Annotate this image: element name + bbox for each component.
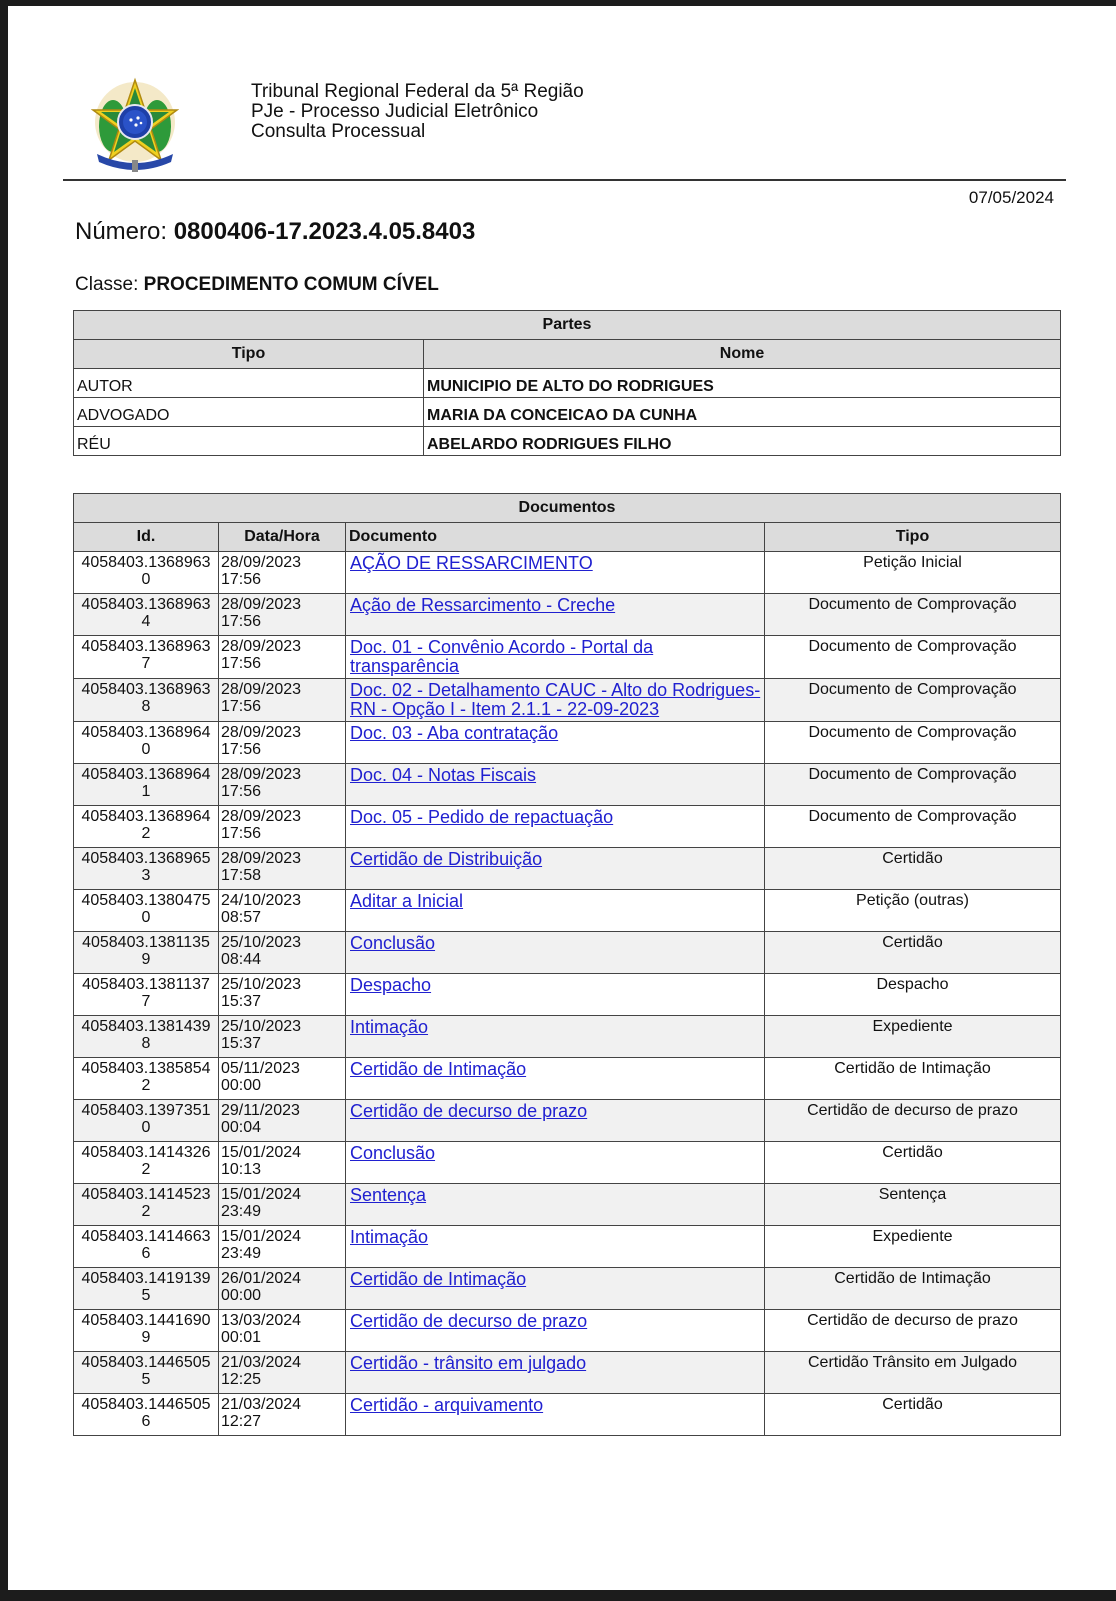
party-tipo: ADVOGADO: [74, 398, 424, 427]
document-row: [74, 679, 1061, 722]
document-id-part2: 6: [141, 1413, 151, 1430]
document-id: [74, 806, 219, 848]
document-date: 28/09/2023: [221, 724, 302, 741]
document-cell: [346, 1268, 765, 1310]
document-date: 28/09/2023: [221, 638, 302, 655]
document-tipo: Despacho: [765, 974, 1061, 1016]
document-id: [74, 1352, 219, 1394]
document-id-part1: 4058403.1368963: [81, 596, 211, 613]
document-date: 21/03/2024: [221, 1354, 302, 1371]
document-id: [74, 636, 219, 679]
document-cell: [346, 764, 765, 806]
document-time: 17:56: [221, 825, 262, 842]
document-time: 08:44: [221, 951, 262, 968]
document-id: [74, 1268, 219, 1310]
document-id: [74, 932, 219, 974]
document-time: 00:01: [221, 1329, 262, 1346]
party-tipo: AUTOR: [74, 369, 424, 398]
document-id-part2: 2: [141, 1077, 151, 1094]
document-cell: [346, 1100, 765, 1142]
document-row: [74, 1100, 1061, 1142]
system-name: PJe - Processo Judicial Eletrônico: [251, 101, 539, 122]
document-date: 13/03/2024: [221, 1312, 302, 1329]
document-id: [74, 1100, 219, 1142]
document-datetime: [219, 1016, 346, 1058]
document-link[interactable]: Doc. 03 - Aba contratação: [350, 723, 559, 743]
document-date: 05/11/2023: [221, 1060, 300, 1077]
document-datetime: [219, 1100, 346, 1142]
document-datetime: [219, 1394, 346, 1436]
document-datetime: [219, 1058, 346, 1100]
document-id-part2: 7: [141, 655, 151, 672]
column-header-tipo: Tipo: [74, 340, 424, 369]
document-cell: [346, 552, 765, 594]
document-link[interactable]: Conclusão: [350, 933, 436, 953]
document-tipo: Documento de Comprovação: [765, 679, 1061, 722]
document-datetime: [219, 594, 346, 636]
document-id: [74, 1142, 219, 1184]
document-id-part2: 9: [141, 951, 151, 968]
document-link[interactable]: Certidão de decurso de prazo: [350, 1311, 588, 1331]
document-cell: [346, 974, 765, 1016]
document-row: [74, 974, 1061, 1016]
document-tipo: Documento de Comprovação: [765, 764, 1061, 806]
document-id: [74, 1226, 219, 1268]
document-link[interactable]: Sentença: [350, 1185, 427, 1205]
document-id: [74, 1016, 219, 1058]
document-id-part1: 4058403.1414663: [81, 1228, 211, 1245]
document-id-part1: 4058403.1368963: [81, 681, 211, 698]
document-tipo: Documento de Comprovação: [765, 594, 1061, 636]
page-header: [63, 66, 1063, 178]
document-cell: [346, 1016, 765, 1058]
document-time: 23:49: [221, 1203, 262, 1220]
document-tipo: Documento de Comprovação: [765, 806, 1061, 848]
document-id-part2: 0: [141, 1119, 151, 1136]
document-cell: [346, 932, 765, 974]
document-id: [74, 722, 219, 764]
document-datetime: [219, 1142, 346, 1184]
document-date: 28/09/2023: [221, 808, 302, 825]
document-id-part2: 0: [141, 909, 151, 926]
document-cell: [346, 890, 765, 932]
page-subtitle: Consulta Processual: [251, 121, 426, 142]
party-nome: MUNICIPIO DE ALTO DO RODRIGUES: [424, 369, 1061, 398]
document-cell: [346, 679, 765, 722]
document-id: [74, 1310, 219, 1352]
document-id-part2: 0: [141, 571, 151, 588]
document-id-part2: 5: [141, 1371, 151, 1388]
document-link[interactable]: AÇÃO DE RESSARCIMENTO: [350, 553, 593, 573]
document-time: 23:49: [221, 1245, 262, 1262]
court-name: Tribunal Regional Federal da 5ª Região: [251, 81, 584, 102]
document-datetime: [219, 848, 346, 890]
document-date: 28/09/2023: [221, 596, 302, 613]
document-tipo: Certidão Trânsito em Julgado: [765, 1352, 1061, 1394]
document-id-part1: 4058403.1380475: [81, 892, 211, 909]
documents-table: [73, 493, 1061, 1436]
column-header-data-hora: Data/Hora: [219, 523, 346, 552]
document-row: [74, 722, 1061, 764]
document-id-part1: 4058403.1385854: [81, 1060, 211, 1077]
party-tipo: RÉU: [74, 427, 424, 456]
document-tipo: Certidão de decurso de prazo: [765, 1100, 1061, 1142]
document-id-part2: 2: [141, 1203, 151, 1220]
report-date: 07/05/2024: [968, 188, 1054, 207]
document-datetime: [219, 552, 346, 594]
document-cell: [346, 848, 765, 890]
parties-table: [73, 310, 1061, 456]
document-tipo: Expediente: [765, 1016, 1061, 1058]
process-number-label: Número:: [75, 218, 174, 245]
parties-table-title: Partes: [74, 311, 1061, 340]
document-datetime: [219, 806, 346, 848]
documents-table-title: Documentos: [74, 494, 1061, 523]
document-cell: [346, 1352, 765, 1394]
document-datetime: [219, 1226, 346, 1268]
process-class-label: Classe:: [75, 274, 144, 295]
document-id-part2: 5: [141, 1287, 151, 1304]
document-date: 21/03/2024: [221, 1396, 302, 1413]
document-tipo: Certidão: [765, 848, 1061, 890]
document-id: [74, 552, 219, 594]
document-id-part1: 4058403.1368964: [81, 724, 211, 741]
document-link[interactable]: Certidão de Distribuição: [350, 849, 543, 869]
document-link[interactable]: Aditar a Inicial: [350, 891, 464, 911]
document-id-part2: 8: [141, 1035, 151, 1052]
document-row: [74, 1394, 1061, 1436]
party-nome: MARIA DA CONCEICAO DA CUNHA: [424, 398, 1061, 427]
document-datetime: [219, 722, 346, 764]
document-id-part1: 4058403.1381137: [82, 976, 210, 993]
document-datetime: [219, 1184, 346, 1226]
document-row: [74, 1352, 1061, 1394]
document-time: 12:25: [221, 1371, 262, 1388]
document-date: 15/01/2024: [221, 1144, 302, 1161]
party-row: [74, 398, 1061, 427]
document-tipo: Documento de Comprovação: [765, 722, 1061, 764]
document-link[interactable]: Certidão - trânsito em julgado: [350, 1353, 587, 1373]
document-id-part1: 4058403.1446505: [81, 1354, 211, 1371]
document-datetime: [219, 1268, 346, 1310]
column-header-nome: Nome: [424, 340, 1061, 369]
document-time: 17:56: [221, 698, 262, 715]
document-link[interactable]: Doc. 04 - Notas Fiscais: [350, 765, 537, 785]
document-tipo: Certidão: [765, 1142, 1061, 1184]
document-date: 24/10/2023: [221, 892, 302, 909]
process-class-value: PROCEDIMENTO COMUM CÍVEL: [143, 274, 439, 295]
document-id-part1: 4058403.1419139: [81, 1270, 211, 1287]
document-id-part1: 4058403.1446505: [81, 1396, 211, 1413]
document-date: 28/09/2023: [221, 766, 302, 783]
column-header-id: Id.: [74, 523, 219, 552]
document-id-part1: 4058403.1368965: [81, 850, 211, 867]
document-link[interactable]: Doc. 05 - Pedido de repactuação: [350, 807, 614, 827]
document-time: 17:56: [221, 741, 262, 758]
document-row: [74, 890, 1061, 932]
document-datetime: [219, 932, 346, 974]
document-tipo: Documento de Comprovação: [765, 636, 1061, 679]
document-cell: [346, 1310, 765, 1352]
document-id-part2: 6: [141, 1245, 151, 1262]
document-datetime: [219, 1352, 346, 1394]
document-id-part1: 4058403.1441690: [81, 1312, 211, 1329]
document-date: 25/10/2023: [221, 976, 302, 993]
document-id-part1: 4058403.1397351: [81, 1102, 211, 1119]
document-id-part1: 4058403.1414523: [81, 1186, 211, 1203]
document-row: [74, 764, 1061, 806]
document-date: 25/10/2023: [221, 1018, 302, 1035]
document-time: 15:37: [221, 1035, 262, 1052]
document-time: 12:27: [221, 1413, 262, 1430]
document-time: 00:00: [221, 1077, 262, 1094]
document-id-part2: 7: [141, 993, 151, 1010]
document-id: [74, 679, 219, 722]
document-date: 25/10/2023: [221, 934, 302, 951]
document-link[interactable]: Certidão de Intimação: [350, 1059, 527, 1079]
document-time: 00:00: [221, 1287, 262, 1304]
document-link[interactable]: Conclusão: [350, 1143, 436, 1163]
document-row: [74, 1184, 1061, 1226]
column-header-tipo: Tipo: [765, 523, 1061, 552]
document-cell: [346, 1142, 765, 1184]
document-tipo: Certidão: [765, 1394, 1061, 1436]
document-datetime: [219, 764, 346, 806]
document-row: [74, 636, 1061, 679]
document-cell: [346, 1394, 765, 1436]
document-row: [74, 848, 1061, 890]
document-time: 10:13: [221, 1161, 262, 1178]
document-id: [74, 1394, 219, 1436]
document-time: 08:57: [221, 909, 262, 926]
header-divider: [63, 179, 1066, 181]
document-datetime: [219, 890, 346, 932]
document-tipo: Petição Inicial: [765, 552, 1061, 594]
document-id-part1: 4058403.1368964: [81, 766, 211, 783]
document-row: [74, 932, 1061, 974]
document-time: 17:56: [221, 783, 262, 800]
document-link[interactable]: Doc. 01 - Convênio Acordo - Portal da transparência: [350, 637, 654, 676]
document-page: [8, 6, 1116, 1590]
document-row: [74, 1016, 1061, 1058]
party-row: [74, 427, 1061, 456]
document-id-part2: 9: [141, 1329, 151, 1346]
document-link[interactable]: Certidão de Intimação: [350, 1269, 527, 1289]
document-date: 15/01/2024: [221, 1228, 302, 1245]
document-tipo: Sentença: [765, 1184, 1061, 1226]
document-tipo: Expediente: [765, 1226, 1061, 1268]
document-time: 17:56: [221, 613, 262, 630]
document-time: 00:04: [221, 1119, 262, 1136]
document-datetime: [219, 636, 346, 679]
document-row: [74, 1310, 1061, 1352]
document-link[interactable]: Despacho: [350, 975, 432, 995]
document-row: [74, 594, 1061, 636]
document-row: [74, 1226, 1061, 1268]
brasao-da-republica-icon: [91, 76, 179, 176]
party-row: [74, 369, 1061, 398]
document-id-part1: 4058403.1368963: [81, 638, 211, 655]
document-link[interactable]: Certidão - arquivamento: [350, 1395, 544, 1415]
document-id-part1: 4058403.1381135: [82, 934, 210, 951]
document-id-part1: 4058403.1414326: [81, 1144, 211, 1161]
party-nome: ABELARDO RODRIGUES FILHO: [424, 427, 1061, 456]
document-id-part1: 4058403.1368964: [81, 808, 211, 825]
document-id-part2: 0: [141, 741, 151, 758]
document-link[interactable]: Doc. 02 - Detalhamento CAUC - Alto do Rodrigues-RN - Opção I - Item 2.1.1 - 22-09-2023: [350, 680, 761, 719]
document-id-part2: 8: [141, 698, 151, 715]
document-id-part2: 1: [141, 783, 151, 800]
document-row: [74, 1268, 1061, 1310]
process-number: [75, 218, 475, 246]
document-time: 17:58: [221, 867, 262, 884]
process-number-value: 0800406-17.2023.4.05.8403: [173, 218, 476, 245]
document-id: [74, 1058, 219, 1100]
document-id-part1: 4058403.1381439: [81, 1018, 211, 1035]
document-cell: [346, 1058, 765, 1100]
document-link[interactable]: Intimação: [350, 1227, 429, 1247]
document-row: [74, 552, 1061, 594]
document-id: [74, 974, 219, 1016]
document-id-part2: 4: [141, 613, 151, 630]
document-id: [74, 890, 219, 932]
document-cell: [346, 636, 765, 679]
document-tipo: Petição (outras): [765, 890, 1061, 932]
document-id-part1: 4058403.1368963: [81, 554, 211, 571]
document-id: [74, 764, 219, 806]
column-header-documento: Documento: [346, 523, 765, 552]
document-id-part2: 3: [141, 867, 151, 884]
document-date: 28/09/2023: [221, 850, 302, 867]
document-link[interactable]: Certidão de decurso de prazo: [350, 1101, 588, 1121]
document-tipo: Certidão de Intimação: [765, 1268, 1061, 1310]
document-tipo: Certidão de Intimação: [765, 1058, 1061, 1100]
document-id-part2: 2: [141, 825, 151, 842]
bottom-frame: [0, 1590, 1116, 1601]
document-datetime: [219, 974, 346, 1016]
document-date: 29/11/2023: [221, 1102, 300, 1119]
document-id-part2: 2: [141, 1161, 151, 1178]
document-datetime: [219, 1310, 346, 1352]
document-id: [74, 848, 219, 890]
document-time: 15:37: [221, 993, 262, 1010]
document-cell: [346, 1226, 765, 1268]
document-id: [74, 1184, 219, 1226]
document-tipo: Certidão: [765, 932, 1061, 974]
document-date: 28/09/2023: [221, 554, 302, 571]
document-time: 17:56: [221, 655, 262, 672]
document-row: [74, 806, 1061, 848]
document-cell: [346, 722, 765, 764]
document-tipo: Certidão de decurso de prazo: [765, 1310, 1061, 1352]
document-link[interactable]: Ação de Ressarcimento - Creche: [350, 595, 616, 615]
document-date: 15/01/2024: [221, 1186, 302, 1203]
document-row: [74, 1058, 1061, 1100]
document-cell: [346, 806, 765, 848]
document-date: 28/09/2023: [221, 681, 302, 698]
document-id: [74, 594, 219, 636]
document-datetime: [219, 679, 346, 722]
document-row: [74, 1142, 1061, 1184]
document-cell: [346, 594, 765, 636]
document-date: 26/01/2024: [221, 1270, 302, 1287]
document-link[interactable]: Intimação: [350, 1017, 429, 1037]
court-title-block: [251, 82, 584, 142]
document-cell: [346, 1184, 765, 1226]
process-class: [75, 274, 439, 296]
document-time: 17:56: [221, 571, 262, 588]
